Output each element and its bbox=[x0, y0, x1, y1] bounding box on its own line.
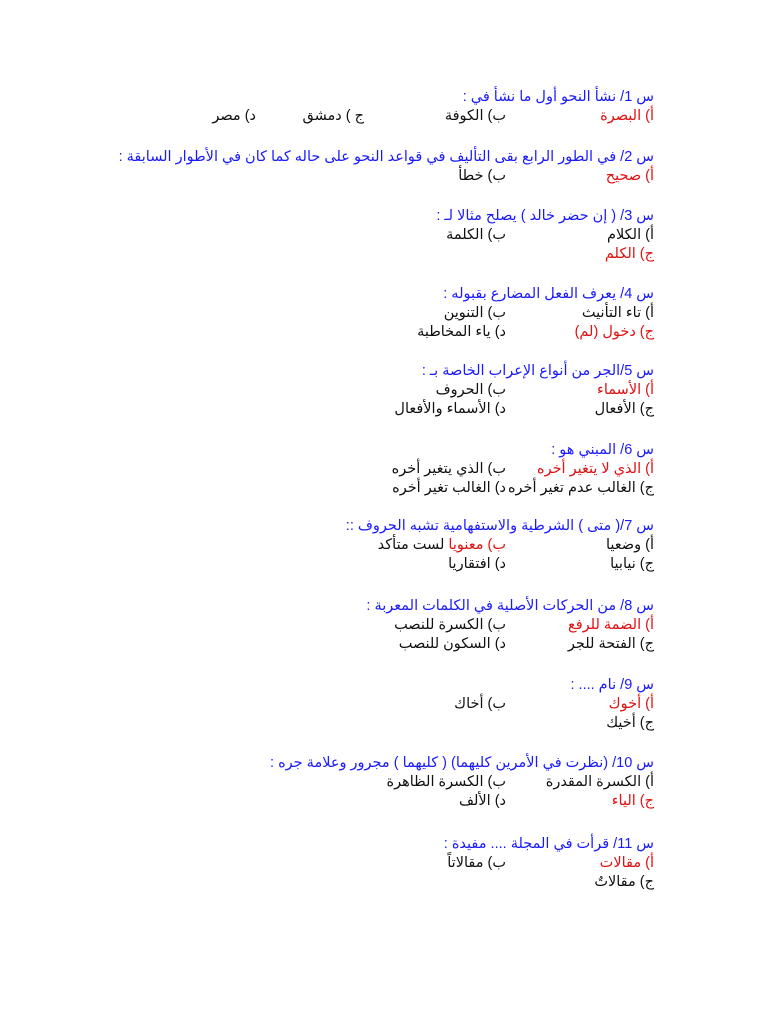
option-b: ب) خطأ bbox=[458, 168, 506, 184]
options-row bbox=[134, 400, 654, 419]
option-a: أ) الأسماء bbox=[597, 382, 654, 398]
option-a: أ) الكلام bbox=[607, 227, 654, 243]
option-d: د) افتقاريا bbox=[448, 556, 506, 572]
question-title: س 11/ قرأت في المجلة .... مفيدة : bbox=[443, 836, 654, 852]
option-b-group bbox=[378, 536, 506, 555]
question-8 bbox=[134, 597, 654, 654]
option-c: ج ) دمشق bbox=[302, 108, 364, 124]
option-b: ب) مقالاتاً bbox=[447, 855, 506, 871]
option-note: لست متأكد bbox=[377, 537, 445, 553]
options-row bbox=[134, 792, 654, 811]
option-b: ب) التنوين bbox=[443, 305, 506, 321]
option-c: ج) نيابيا bbox=[610, 556, 654, 572]
option-d: د) مصر bbox=[212, 108, 256, 124]
options-row bbox=[134, 695, 654, 714]
options-row bbox=[134, 555, 654, 574]
option-c: ج) الياء bbox=[611, 793, 654, 809]
question-9 bbox=[134, 676, 654, 733]
options-row bbox=[134, 107, 654, 126]
options-row bbox=[134, 167, 654, 186]
option-b: ب) الكلمة bbox=[446, 227, 506, 243]
options-row bbox=[134, 616, 654, 635]
option-a: أ) وضعيا bbox=[606, 537, 654, 553]
option-a: أ) أخوك bbox=[608, 696, 654, 712]
option-a: أ) الكسرة المقدرة bbox=[545, 774, 654, 790]
option-d: د) الألف bbox=[458, 793, 506, 809]
options-row bbox=[134, 479, 654, 498]
options-row bbox=[134, 873, 654, 892]
question-4 bbox=[134, 285, 654, 342]
option-a: أ) البصرة bbox=[600, 108, 654, 124]
option-a: أ) الضمة للرفع bbox=[568, 617, 654, 633]
options-row bbox=[134, 536, 654, 555]
option-b: ب) الكوفة bbox=[444, 108, 506, 124]
question-title: س 7/( متى ) الشرطية والاستفهامية تشبه الحروف :: bbox=[345, 518, 654, 534]
options-row bbox=[134, 381, 654, 400]
options-row bbox=[134, 714, 654, 733]
question-11 bbox=[134, 835, 654, 892]
option-b: ب) الذي يتغير أخره bbox=[391, 461, 506, 477]
option-a: أ) تاء التأنيث bbox=[581, 305, 654, 321]
option-d: د) السكون للنصب bbox=[398, 636, 506, 652]
option-a: أ) صحيح bbox=[605, 168, 654, 184]
question-title: س 10/ (نظرت في الأمرين كليهما) ( كليهما ) مجرور وعلامة جره : bbox=[270, 755, 654, 771]
option-b: ب) الحروف bbox=[435, 382, 506, 398]
option-c: ج) الفتحة للجر bbox=[567, 636, 654, 652]
options-row bbox=[134, 854, 654, 873]
options-row bbox=[134, 245, 654, 264]
options-row bbox=[134, 635, 654, 654]
question-10 bbox=[134, 754, 654, 811]
question-title: س 1/ نشأ النحو أول ما نشأ في : bbox=[462, 89, 654, 105]
question-2 bbox=[118, 148, 654, 186]
option-d: د) الغالب تغير أخره bbox=[392, 480, 506, 496]
option-b: ب) معنويا bbox=[448, 537, 506, 553]
option-b: ب) أخاك bbox=[454, 696, 506, 712]
question-6 bbox=[134, 441, 654, 498]
question-title: س 5/الجر من أنواع الإعراب الخاصة بـ : bbox=[421, 363, 654, 379]
option-a: أ) الذي لا يتغير أخره bbox=[536, 461, 654, 477]
question-title: س 3/ ( إن حضر خالد ) يصلح مثالا لـ : bbox=[436, 208, 654, 224]
option-c: ج) أخيك bbox=[606, 715, 654, 731]
question-title: س 4/ يعرف الفعل المضارع بقبوله : bbox=[443, 286, 654, 302]
option-b: ب) الكسرة للنصب bbox=[394, 617, 506, 633]
option-c: ج) الكلم bbox=[604, 246, 654, 262]
option-a: أ) مقالات bbox=[599, 855, 654, 871]
option-b: ب) الكسرة الظاهرة bbox=[386, 774, 506, 790]
question-7 bbox=[134, 517, 654, 574]
options-row bbox=[134, 323, 654, 342]
question-title: س 2/ في الطور الرابع بقى التأليف في قواعد النحو على حاله كما كان في الأطوار السابقة : bbox=[118, 149, 654, 165]
option-d: د) ياء المخاطبة bbox=[417, 324, 506, 340]
option-c: ج) الغالب عدم تغير أخره bbox=[507, 480, 654, 496]
question-title: س 9/ نام .... : bbox=[570, 677, 654, 693]
option-d: د) الأسماء والأفعال bbox=[394, 401, 506, 417]
options-row bbox=[134, 460, 654, 479]
question-5 bbox=[134, 362, 654, 419]
options-row bbox=[134, 773, 654, 792]
question-3 bbox=[134, 207, 654, 264]
question-title: س 6/ المبني هو : bbox=[551, 442, 654, 458]
option-c: ج) دخول (لم) bbox=[574, 324, 654, 340]
question-1 bbox=[134, 88, 654, 126]
question-title: س 8/ من الحركات الأصلية في الكلمات المعربة : bbox=[366, 598, 654, 614]
options-row bbox=[134, 226, 654, 245]
options-row bbox=[134, 304, 654, 323]
option-c: ج) الأفعال bbox=[594, 401, 654, 417]
option-c: ج) مقالاتٌ bbox=[594, 874, 654, 890]
